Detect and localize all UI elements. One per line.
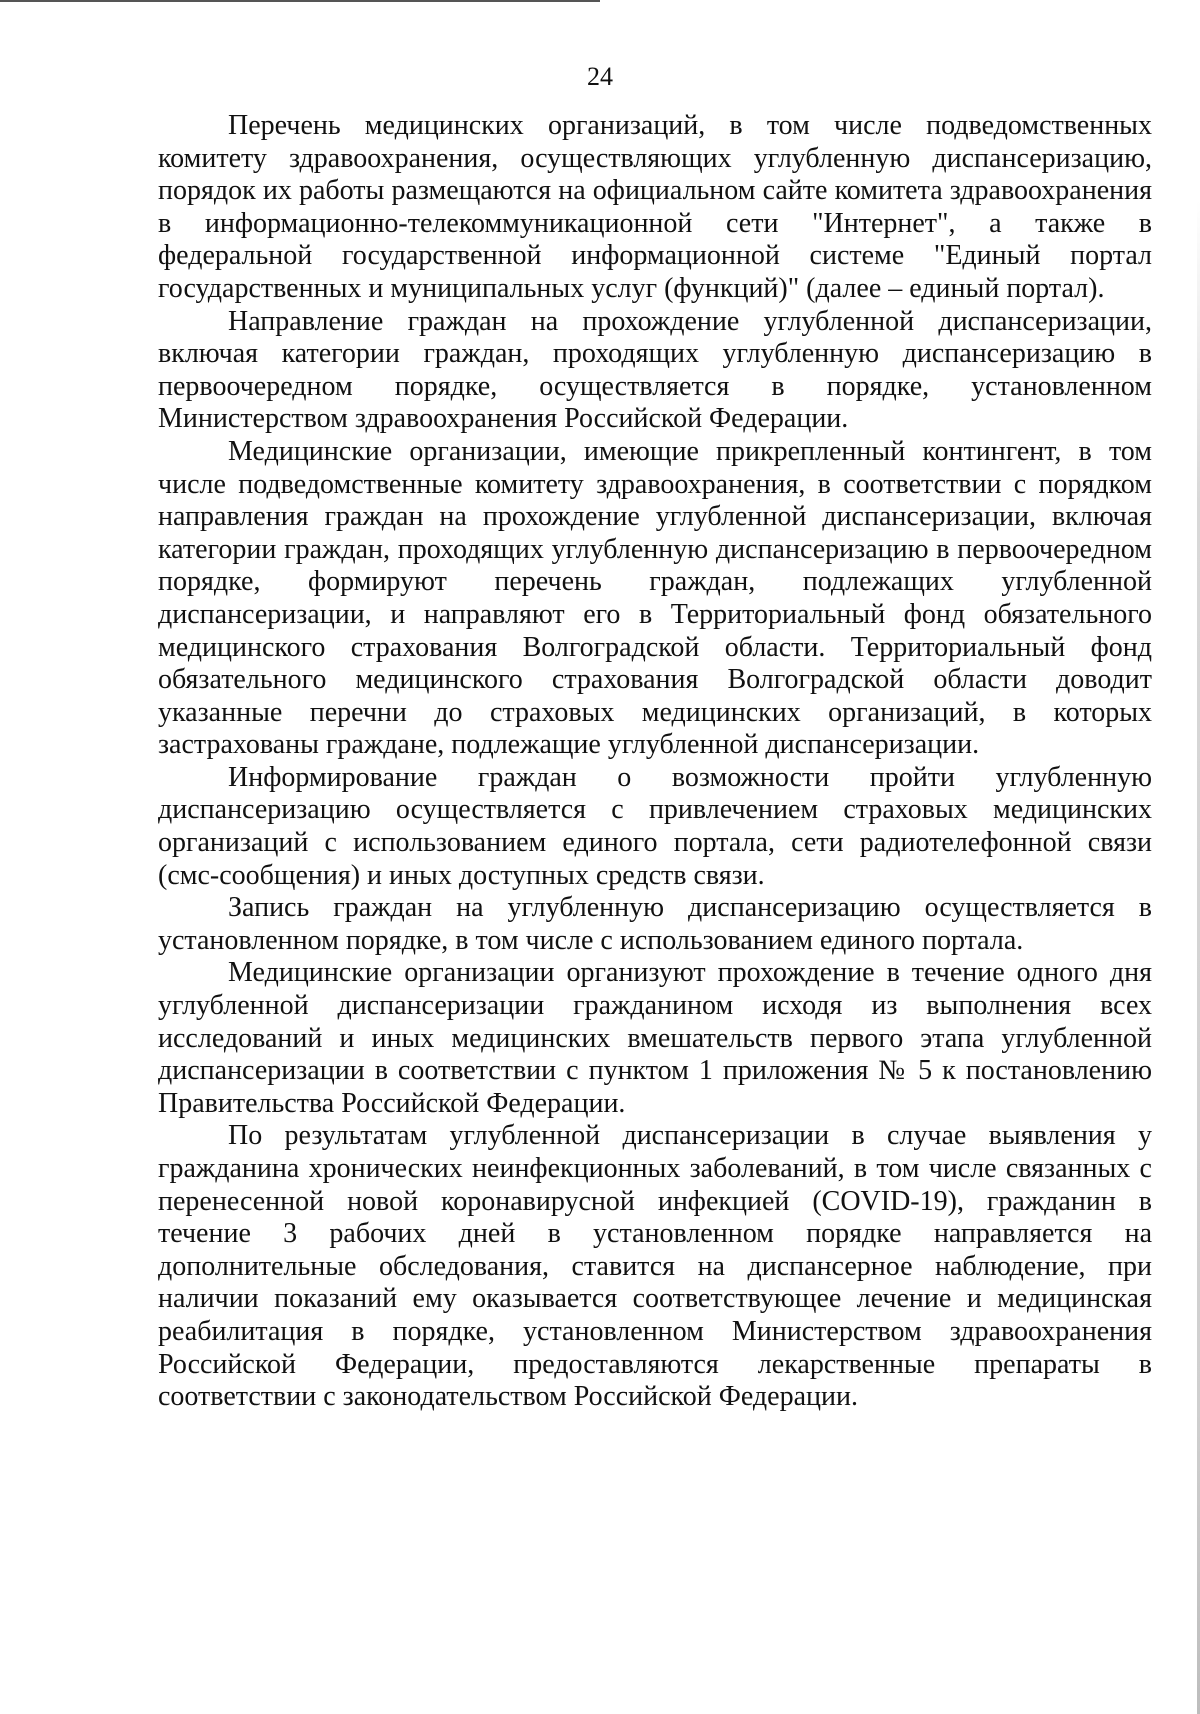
- page-number: 24: [587, 62, 613, 91]
- scan-edge-top: [0, 0, 600, 2]
- paragraph-medical-organizations-list: Перечень медицинских организаций, в том числе подведомственных комитету здравоохранения, осуществляющих углубленную диспансеризацию, порядок их работы размещаются на официальном сайте комитета здравоохранения в информационно-телекоммуникационной сети "Интернет", а также в федеральной государственной информационной системе "Единый портал государственных и муниципальных услуг (функций)" (далее – единый портал).: [158, 110, 1152, 304]
- document-body: [158, 110, 1152, 1414]
- paragraph-results: По результатам углубленной диспансеризации в случае выявления у гражданина хронических неинфекционных заболеваний, в том числе связанных с перенесенной новой коронавирусной инфекцией (COVID-19), гражданин в течение 3 рабочих дней в установленном порядке направляется на дополнительные обследования, ставится на диспансерное наблюдение, при наличии показаний ему оказывается соответствующее лечение и медицинская реабилитация в порядке, установленном Министерством здравоохранения Российской Федерации, предоставляются лекарственные препараты в соответствии с законодательством Российской Федерации.: [158, 1120, 1152, 1413]
- paragraph-registration: Запись граждан на углубленную диспансеризацию осуществляется в установленном порядке, в том числе с использованием единого портала.: [158, 892, 1152, 956]
- paragraph-informing: Информирование граждан о возможности пройти углубленную диспансеризацию осуществляется с привлечением страховых медицинских организаций с использованием единого портала, сети радиотелефонной связи (смс-сообщения) и иных доступных средств связи.: [158, 761, 1152, 891]
- paragraph-referral: Направление граждан на прохождение углубленной диспансеризации, включая категории граждан, проходящих углубленную диспансеризацию в первоочередном порядке, осуществляется в порядке, установленном Министерством здравоохранения Российской Федерации.: [158, 305, 1152, 435]
- paragraph-attached-contingent: Медицинские организации, имеющие прикрепленный контингент, в том числе подведомственные комитету здравоохранения, в соответствии с порядком направления граждан на прохождение углубленной диспансеризации, включая категории граждан, проходящих углубленную диспансеризацию в первоочередном порядке, формируют перечень граждан, подлежащих углубленной диспансеризации, и направляют его в Территориальный фонд обязательного медицинского страхования Волгоградской области. Территориальный фонд обязательного медицинского страхования Волгоградской области доводит указанные перечни до страховых медицинских организаций, в которых застрахованы граждане, подлежащие углубленной диспансеризации.: [158, 435, 1152, 761]
- paragraph-one-day-examination: Медицинские организации организуют прохождение в течение одного дня углубленной диспансеризации гражданином исходя из выполнения всех исследований и иных медицинских вмешательств первого этапа углубленной диспансеризации в соответствии с пунктом 1 приложения № 5 к постановлению Правительства Российской Федерации.: [158, 957, 1152, 1119]
